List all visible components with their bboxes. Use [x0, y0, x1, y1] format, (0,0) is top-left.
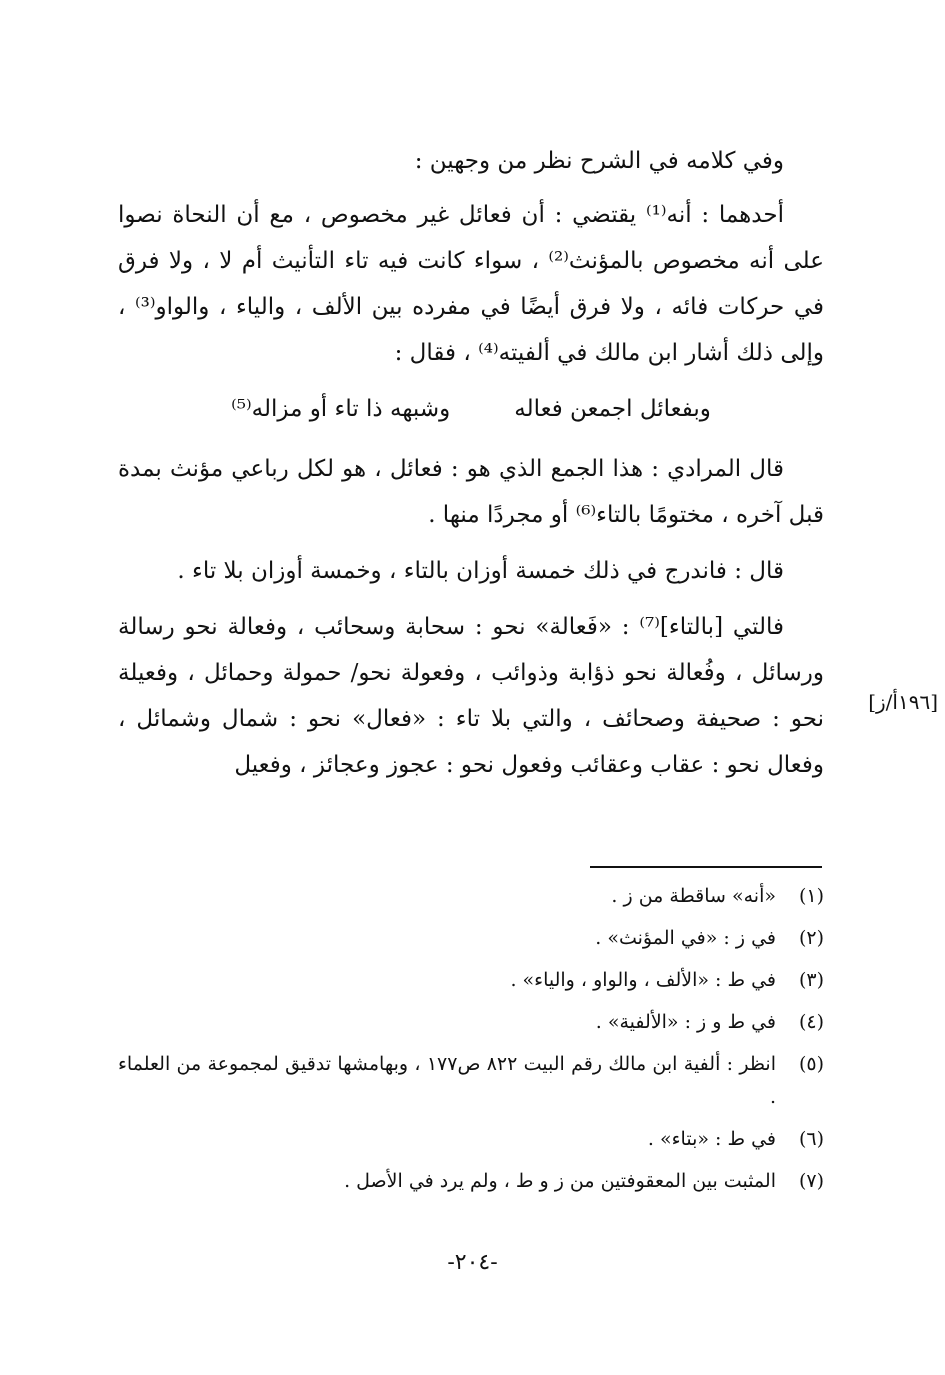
- footnote-number: (٥): [798, 1053, 824, 1075]
- footnote-text: في ط : «الألف ، والواو ، والياء» .: [510, 969, 776, 991]
- paragraph-4: فالتي [بالتاء]⁽⁷⁾ : «فَعالة» نحو : سحابة وسحائب ، وفعالة نحو رسالة ورسائل ، وفُعالة نحو ذؤابة وذوائب ، وفعولة نحو/ حمولة وحمائل ، وفعيلة نحو : صحيفة وصحائف ، والتي بلا تاء : «فعال» نحو : شمال وشمائل ، وفعال نحو : عقاب وعقائب وفعول نحو : عجوز وعجائز ، وفعيل: [118, 614, 824, 778]
- main-text: [118, 138, 824, 798]
- page-number: -٢٠٤-: [447, 1250, 498, 1275]
- footnote-number: (١): [798, 885, 824, 907]
- poetry-verse: [118, 386, 824, 432]
- footnote-item: [118, 1123, 824, 1156]
- footnotes-list: [118, 880, 824, 1207]
- footnote-number: (٢): [798, 927, 824, 949]
- paragraph-2: قال المرادي : هذا الجمع الذي هو : فعائل ، هو لكل رباعي مؤنث بمدة قبل آخره ، مختومًا بالتاء⁽⁶⁾ أو مجردًا منها .: [118, 456, 824, 528]
- footnote-number: (٣): [798, 969, 824, 991]
- footnote-text: في ط و ز : «الألفية» .: [595, 1011, 776, 1033]
- footnote-number: (٧): [798, 1170, 824, 1192]
- footnote-text: في ز : «في المؤنث» .: [595, 927, 776, 949]
- manuscript-margin-reference: [١٩٦أ/ز]: [868, 690, 938, 714]
- footnote-number: (٤): [798, 1011, 824, 1033]
- footnote-item: [118, 922, 824, 955]
- footnote-text: «أنه» ساقطة من ز .: [611, 885, 776, 907]
- footnote-text: انظر : ألفية ابن مالك رقم البيت ٨٢٢ ص١٧٧ ، وبهامشها تدقيق لمجموعة من العلماء .: [118, 1053, 777, 1108]
- footnote-text: المثبت بين المعقوفتين من ز و ط ، ولم يرد في الأصل .: [344, 1170, 776, 1192]
- footnote-number: (٦): [798, 1128, 824, 1150]
- footnote-item: [118, 1006, 824, 1039]
- footnote-item: [118, 880, 824, 913]
- intro-line: وفي كلامه في الشرح نظر من وجهين :: [414, 148, 784, 174]
- footnote-divider: [590, 866, 822, 868]
- paragraph-1: أحدهما : أنه⁽¹⁾ يقتضي : أن فعائل غير مخصوص ، مع أن النحاة نصوا على أنه مخصوص بالمؤنث⁽²⁾ ، سواء كانت فيه تاء التأنيث أم لا ، ولا فرق في حركات فائه ، ولا فرق أيضًا في مفرده بين الألف ، والياء ، والواو⁽³⁾ ، وإلى ذلك أشار ابن مالك في ألفيته⁽⁴⁾ ، فقال :: [118, 202, 824, 366]
- footnote-item: [118, 1165, 824, 1198]
- verse-first-hemistich: وبفعائل اجمعن فعاله: [514, 396, 711, 422]
- footnote-text: في ط : «بتاء» .: [647, 1128, 776, 1150]
- footnote-item: [118, 964, 824, 997]
- footnote-item: [118, 1048, 824, 1114]
- paragraph-3: قال : فاندرج في ذلك خمسة أوزان بالتاء ، وخمسة أوزان بلا تاء .: [177, 558, 784, 584]
- verse-second-hemistich: وشبهه ذا تاء أو مزاله⁽⁵⁾: [231, 396, 451, 422]
